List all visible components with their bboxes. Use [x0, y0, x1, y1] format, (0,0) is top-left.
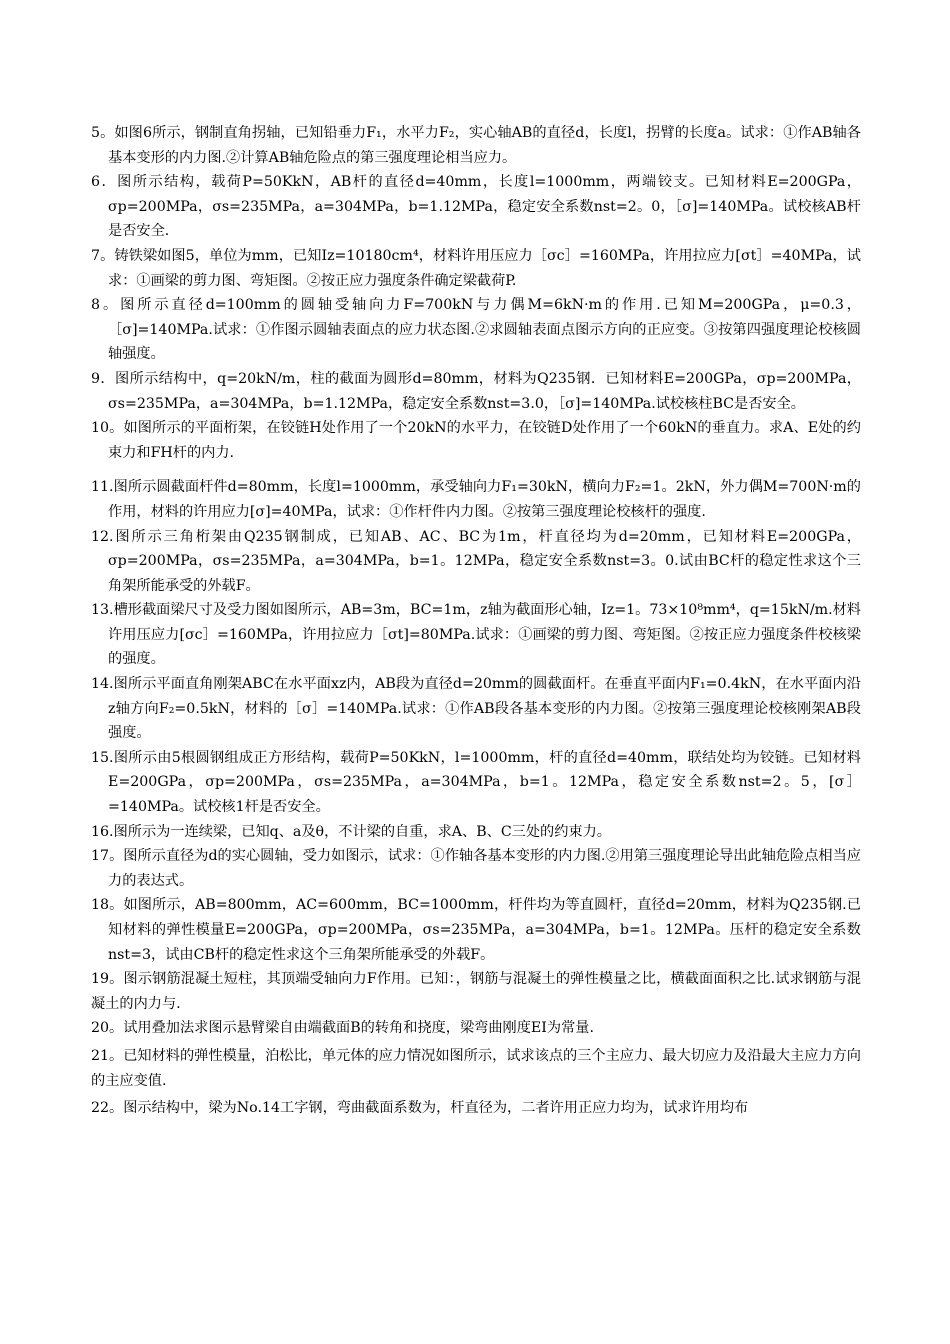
problem-9: 9．图所示结构中，q=20kN/m，柱的截面为圆形d=80mm，材料为Q235钢．已知材料E=200GPa，σp=200MPa，σs=235MPa，a=304MPa，b=1.12MPa，稳定安全系数nst=3.0，［σ]=140MPa.试校核柱BC是否安全。	[91, 370, 861, 412]
problem-6: 6．图所示结构，载荷P=50KkN，AB杆的直径d=40mm，长度l=1000mm，两端铰支。已知材料E=200GPa，σp=200MPa，σs=235MPa，a=304MPa，b=1.12MPa，稳定安全系数nst=2。0，［σ]=140MPa。试校核AB杆是否安全.	[91, 174, 861, 240]
problem-19: 19。图示钢筋混凝土短柱，其顶端受轴向力F作用。已知：，钢筋与混凝土的弹性模量之比，横截面面积之比.试求钢筋与混凝土的内力与.	[91, 971, 861, 1012]
problem-11: 11.图所示圆截面杆件d=80mm，长度l=1000mm，承受轴向力F₁=30kN，横向力F₂=1。2kN，外力偶M=700N·m的作用，材料的许用应力[σ]=40MPa，试求：①作杆件内力图。②按第三强度理论校核杆的强度.	[91, 479, 861, 520]
document-page	[91, 121, 861, 1121]
problem-16: 16.图所示为一连续梁，已知q、a及θ，不计梁的自重，求A、B、C三处的约束力。	[91, 823, 611, 840]
problem-14: 14.图所示平面直角刚架ABC在水平面xz内，AB段为直径d=20mm的圆截面杆。在垂直平面内F₁=0.4kN，在水平面内沿z轴方向F₂=0.5kN，材料的［σ］=140MPa.试求：①作AB段各基本变形的内力图。②按第三强度理论校核刚架AB段强度。	[91, 676, 861, 742]
problem-8: 8。图所示直径d=100mm的圆轴受轴向力F=700kN与力偶M=6kN·m的作用.已知M=200GPa，μ=0.3，［σ]=140MPa.试求：①作图示圆轴表面点的应力状态图.②求圆轴表面点图示方向的正应变。③按第四强度理论校核圆轴强度。	[91, 297, 861, 363]
problem-17: 17。图所示直径为d的实心圆轴，受力如图示，试求：①作轴各基本变形的内力图.②用第三强度理论导出此轴危险点相当应力的表达式。	[91, 848, 861, 889]
problem-13: 13.槽形截面梁尺寸及受力图如图所示，AB=3m，BC=1m，z轴为截面形心轴，Iz=1。73×10⁸mm⁴，q=15kN/m.材料许用压应力[σc］=160MPa，许用拉应力［σt]=80MPa.试求：①画梁的剪力图、弯矩图。②按正应力强度条件校核梁的强度。	[91, 602, 861, 668]
problem-18: 18。如图所示，AB=800mm，AC=600mm，BC=1000mm，杆件均为等直圆杆，直径d=20mm，材料为Q235钢.已知材料的弹性模量E=200GPa，σp=200MPa，σs=235MPa，a=304MPa，b=1。12MPa。压杆的稳定安全系数nst=3，试由CB杆的稳定性求这个三角架所能承受的外载F。	[91, 897, 861, 963]
problem-5: 5。如图6所示，钢制直角拐轴，已知铅垂力F₁，水平力F₂，实心轴AB的直径d，长度l，拐臂的长度a。试求：①作AB轴各基本变形的内力图.②计算AB轴危险点的第三强度理论相当应力。	[91, 125, 861, 166]
problem-7: 7。铸铁梁如图5，单位为mm，已知Iz=10180cm⁴，材料许用压应力［σc］=160MPa，许用拉应力[σt］=40MPa，试求：①画梁的剪力图、弯矩图。②按正应力强度条件确定梁截荷P.	[91, 247, 861, 289]
problem-20: 20。试用叠加法求图示悬臂梁自由端截面B的转角和挠度，梁弯曲刚度EI为常量.	[91, 1020, 594, 1037]
problem-10: 10。如图所示的平面桁架，在铰链H处作用了一个20kN的水平力，在铰链D处作用了一个60kN的垂直力。求A、E处的约束力和FH杆的内力.	[91, 420, 861, 461]
problem-12: 12.图所示三角桁架由Q235钢制成，已知AB、AC、BC为1m，杆直径均为d=20mm，已知材料E=200GPa，σp=200MPa，σs=235MPa，a=304MPa，b=1。12MPa，稳定安全系数nst=3。0.试由BC杆的稳定性求这个三角架所能承受的外载F。	[91, 528, 861, 594]
problem-15: 15.图所示由5根圆钢组成正方形结构，载荷P=50KkN，l=1000mm，杆的直径d=40mm，联结处均为铰链。已知材料E=200GPa，σp=200MPa，σs=235MPa，a=304MPa，b=1。12MPa，稳定安全系数nst=2。5，[σ］=140MPa。试校核1杆是否安全。	[91, 749, 861, 816]
problem-22: 22。图示结构中，梁为No.14工字钢，弯曲截面系数为，杆直径为，二者许用正应力均为，试求许用均布	[91, 1100, 749, 1117]
problem-21: 21。已知材料的弹性模量，泊松比，单元体的应力情况如图所示，试求该点的三个主应力、最大切应力及沿最大主应力方向的主应变值.	[91, 1047, 861, 1089]
